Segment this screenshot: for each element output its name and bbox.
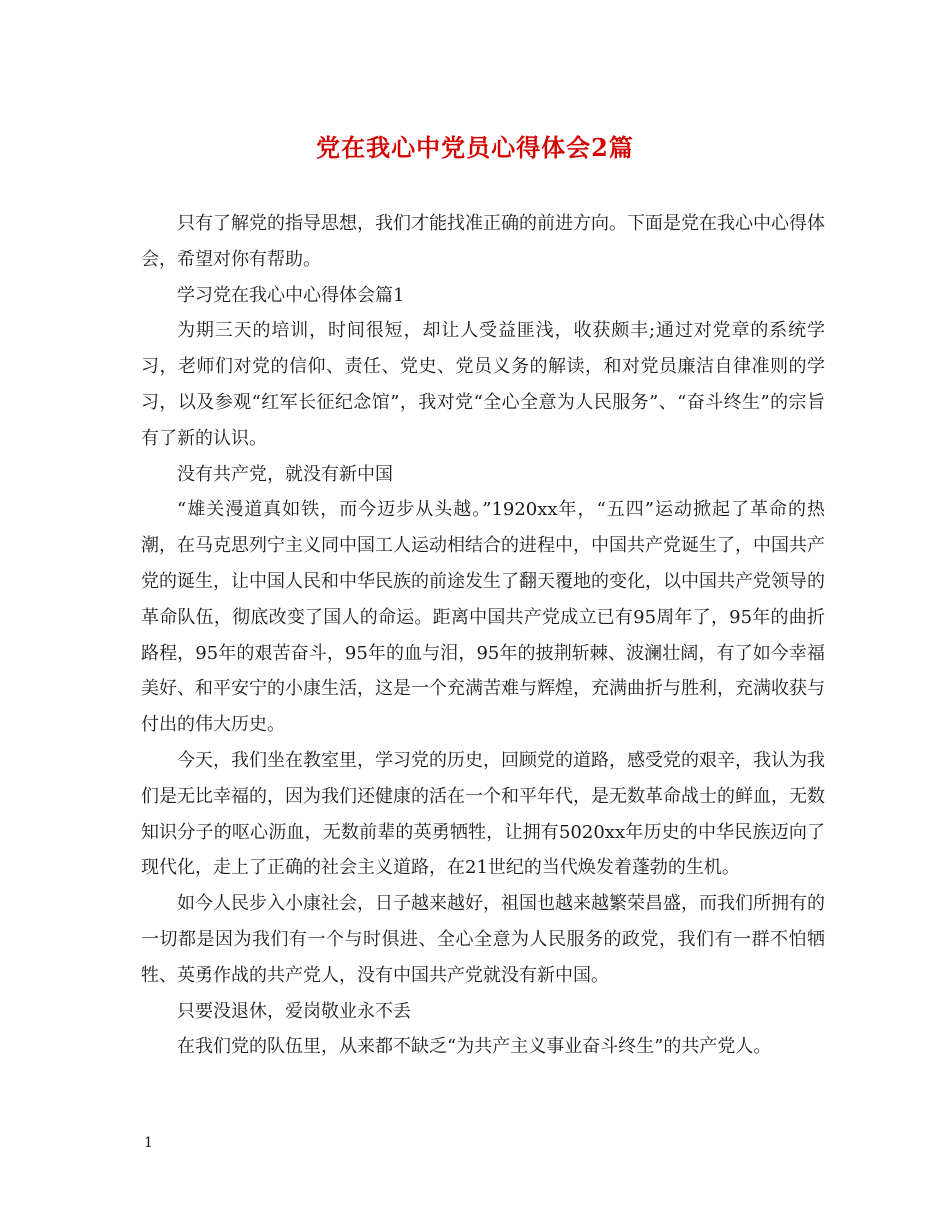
page-number: 1	[144, 1135, 153, 1151]
subheading-dedication: 只要没退休，爱岗敬业永不丢	[177, 1000, 411, 1022]
section-heading-1: 学习党在我心中心得体会篇1	[177, 284, 405, 306]
body-paragraph: 在我们党的队伍里，从来都不缺乏“为共产主义事业奋斗终生”的共产党人。	[177, 1036, 772, 1058]
intro-paragraph: 只有了解党的指导思想，我们才能找准正确的前进方向。下面是党在我心中心得体会，希望对你有帮助。	[141, 213, 825, 270]
subheading-no-party-no-new-china: 没有共产党，就没有新中国	[177, 463, 393, 485]
document-title: 党在我心中党员心得体会2篇	[316, 133, 634, 162]
body-paragraph: 今天，我们坐在教室里，学习党的历史，回顾党的道路，感受党的艰辛，我认为我们是无比幸福的，因为我们还健康的活在一个和平年代，是无数革命战士的鲜血，无数知识分子的呕心沥血，无数前辈的英勇牺牲，让拥有5020xx年历史的中华民族迈向了现代化，走上了正确的社会主义道路，在21世纪的当代焕发着蓬勃的生机。	[141, 749, 825, 879]
body-paragraph: 为期三天的培训，时间很短，却让人受益匪浅，收获颇丰;通过对党章的系统学习，老师们对党的信仰、责任、党史、党员义务的解读，和对党员廉洁自律准则的学习，以及参观“红军长征纪念馆”，我对党“全心全意为人民服务”、“奋斗终生”的宗旨有了新的认识。	[141, 320, 825, 449]
body-paragraph: 如今人民步入小康社会，日子越来越好，祖国也越来越繁荣昌盛，而我们所拥有的一切都是因为我们有一个与时俱进、全心全意为人民服务的政党，我们有一群不怕牺牲、英勇作战的共产党人，没有中国共产党就没有新中国。	[141, 893, 825, 986]
document-body	[141, 206, 825, 1065]
body-paragraph: “雄关漫道真如铁，而今迈步从头越。”1920xx年，“五四”运动掀起了革命的热潮，在马克思列宁主义同中国工人运动相结合的进程中，中国共产党诞生了，中国共产党的诞生，让中国人民和中华民族的前途发生了翻天覆地的变化，以中国共产党领导的革命队伍，彻底改变了国人的命运。距离中国共产党成立已有95周年了，95年的曲折路程，95年的艰苦奋斗，95年的血与泪，95年的披荆斩棘、波澜壮阔，有了如今幸福美好、和平安宁的小康生活，这是一个充满苦难与辉煌，充满曲折与胜利，充满收获与付出的伟大历史。	[141, 499, 825, 736]
